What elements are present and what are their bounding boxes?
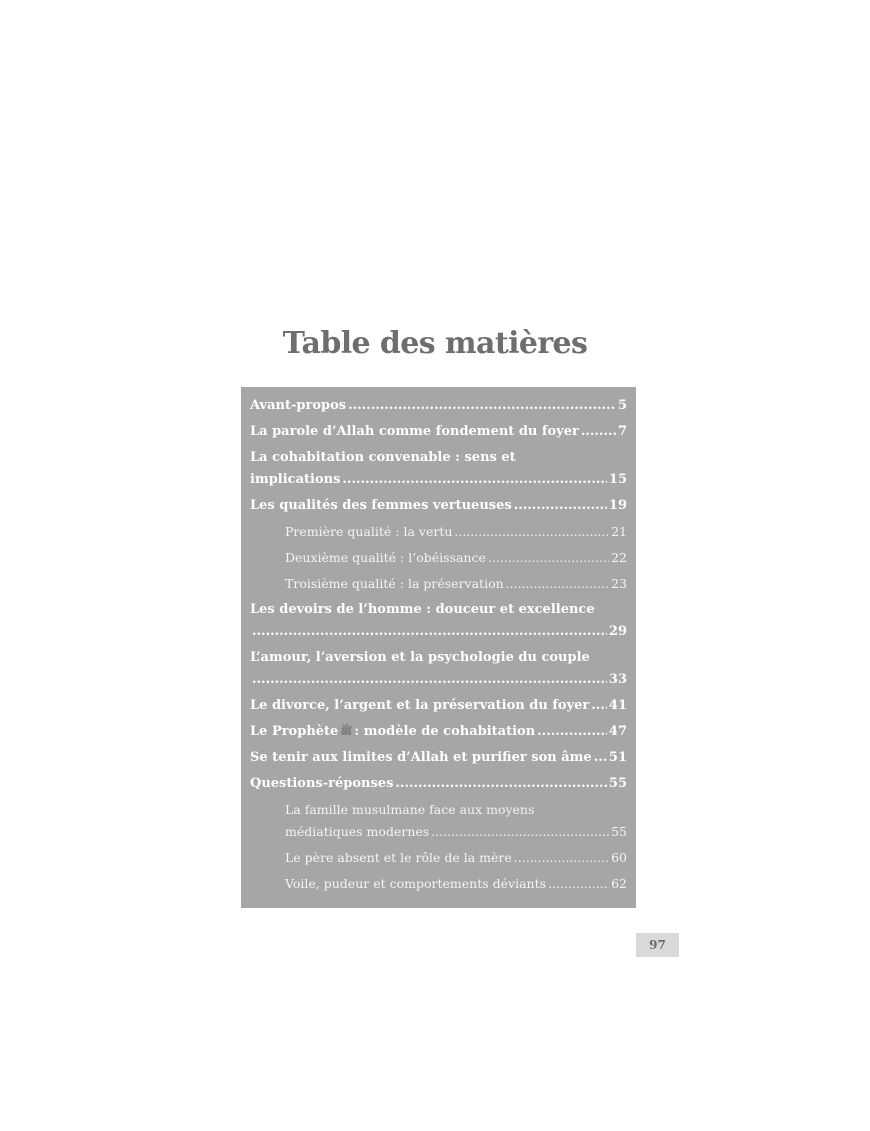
dot-leader (431, 821, 609, 843)
toc-subentry-pere-absent[interactable] (250, 847, 627, 869)
toc-entry-label-line1: La cohabitation convenable : sens et (250, 450, 516, 465)
toc-entry-amour-aversion[interactable] (250, 647, 627, 691)
toc-entry-prophete-modele[interactable] (250, 721, 627, 743)
toc-entry-page: 29 (608, 624, 627, 639)
toc-entry-page: 23 (611, 576, 627, 591)
toc-entry-label: Le divorce, l’argent et la préservation du foyer (250, 698, 590, 713)
toc-entry-page: 47 (608, 724, 627, 739)
toc-entry-page: 7 (617, 424, 627, 439)
salawat-glyph-icon: ﷺ (340, 726, 353, 737)
page-title: Table des matières (282, 326, 588, 361)
dot-leader (252, 669, 607, 691)
toc-entry-label: Voile, pudeur et comportements déviants (285, 876, 547, 891)
toc-entry-page: 33 (608, 672, 627, 687)
dot-leader (395, 773, 607, 795)
toc-entry-avant-propos[interactable] (250, 395, 627, 417)
toc-entry-label: Deuxième qualité : l’obéissance (285, 550, 486, 565)
toc-subentry-deuxieme-qualite[interactable] (250, 547, 627, 569)
toc-entry-page: 15 (608, 472, 627, 487)
dot-leader (514, 847, 609, 869)
dot-leader (348, 395, 616, 417)
toc-entry-label: Le père absent et le rôle de la mère (285, 850, 512, 865)
toc-entry-qualites-femmes[interactable] (250, 495, 627, 517)
dot-leader (514, 495, 607, 517)
toc-entry-label-before: Le Prophète (250, 724, 339, 739)
toc-entry-page: 60 (611, 850, 627, 865)
toc-entry-page: 55 (608, 776, 627, 791)
toc-subentry-troisieme-qualite[interactable] (250, 573, 627, 595)
toc-entry-questions-reponses[interactable] (250, 773, 627, 795)
table-of-contents (241, 387, 636, 908)
toc-subentry-famille-musulmane[interactable] (250, 799, 627, 843)
dot-leader (342, 469, 607, 491)
toc-entry-page: 55 (611, 824, 627, 839)
toc-subentry-voile-pudeur[interactable] (250, 873, 627, 895)
dot-leader (454, 521, 609, 543)
toc-entry-label: médiatiques modernes (285, 824, 430, 839)
toc-entry-divorce-argent[interactable] (250, 695, 627, 717)
toc-entry-label: Avant-propos (250, 398, 347, 413)
dot-leader (252, 621, 607, 643)
toc-entry-label: Les qualités des femmes vertueuses (250, 498, 512, 513)
page-number: 97 (636, 933, 679, 957)
toc-entry-label-line1: La famille musulmane face aux moyens (285, 802, 535, 817)
toc-entry-devoirs-homme[interactable] (250, 599, 627, 643)
toc-entry-label-line1: Les devoirs de l’homme : douceur et excellence (250, 602, 595, 617)
toc-entry-label: Première qualité : la vertu (285, 524, 453, 539)
toc-entry-label: implications (250, 472, 341, 487)
toc-entry-page: 51 (608, 750, 627, 765)
dot-leader (548, 873, 609, 895)
dot-leader (506, 573, 609, 595)
toc-entry-label: Se tenir aux limites d’Allah et purifier son âme (250, 750, 592, 765)
dot-leader (591, 695, 607, 717)
toc-entry-page: 41 (608, 698, 627, 713)
toc-entry-label: La parole d’Allah comme fondement du foyer (250, 424, 579, 439)
toc-entry-label: Troisième qualité : la préservation (285, 576, 504, 591)
dot-leader (594, 747, 607, 769)
toc-subentry-premiere-qualite[interactable] (250, 521, 627, 543)
toc-entry-page: 5 (617, 398, 627, 413)
toc-entry-label: Questions-réponses (250, 776, 394, 791)
toc-entry-parole-allah[interactable] (250, 421, 627, 443)
dot-leader (488, 547, 609, 569)
dot-leader (581, 421, 616, 443)
toc-entry-label: : modèle de cohabitation (354, 724, 536, 739)
toc-entry-page: 62 (611, 876, 627, 891)
toc-entry-label-line1: L’amour, l’aversion et la psychologie du couple (250, 650, 590, 665)
toc-entry-page: 21 (611, 524, 627, 539)
toc-entry-cohabitation-convenable[interactable] (250, 447, 627, 491)
toc-entry-page: 22 (611, 550, 627, 565)
toc-entry-page: 19 (608, 498, 627, 513)
dot-leader (537, 721, 607, 743)
toc-entry-limites-allah[interactable] (250, 747, 627, 769)
